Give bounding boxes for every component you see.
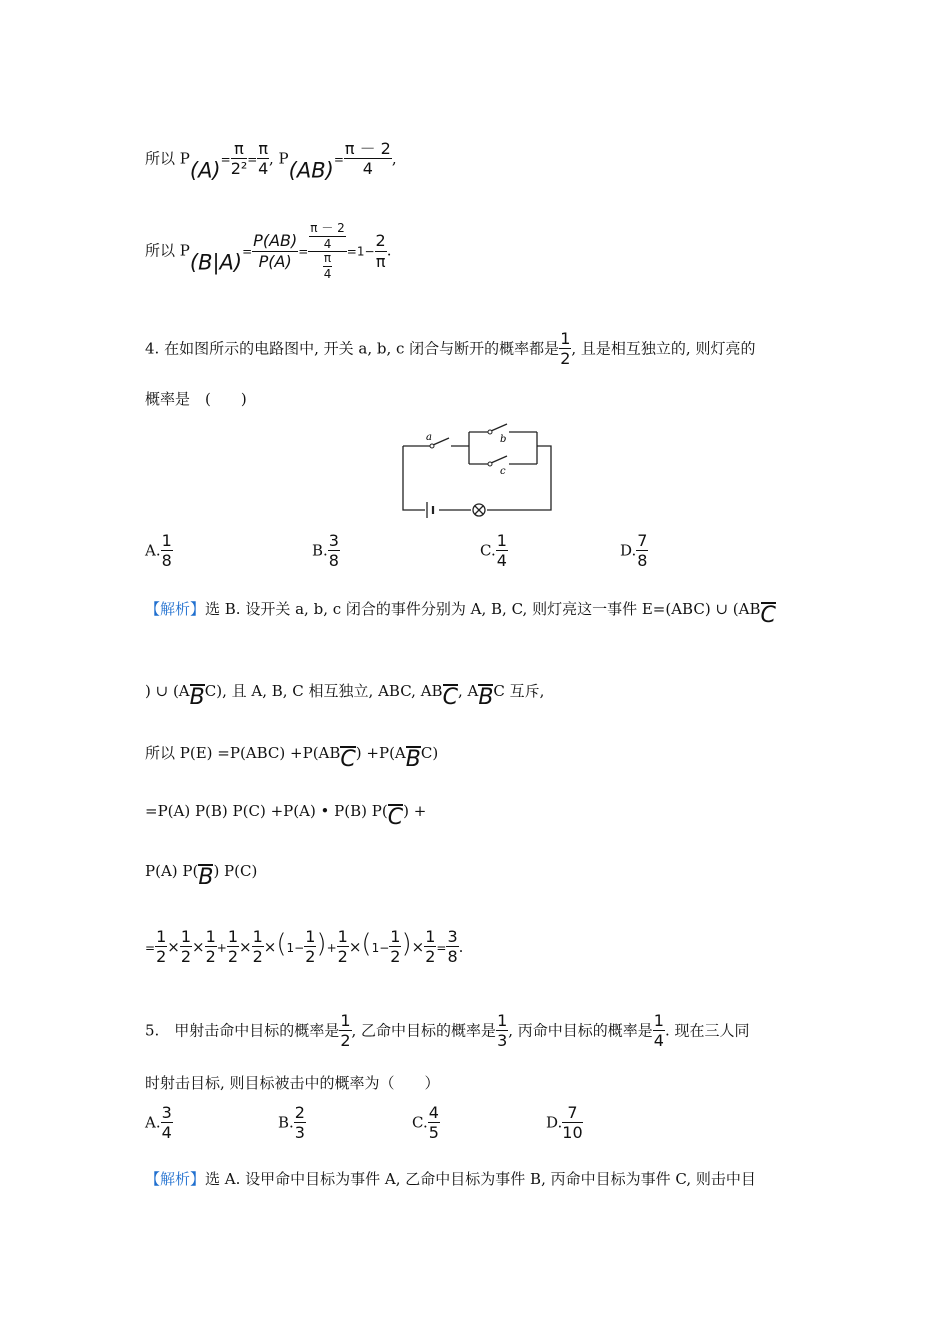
text: 选 A. 设甲命中目标为事件 A, 乙命中目标为事件 B, 丙命中目标为事件 C, 则击中目 [205, 1170, 756, 1188]
frac [653, 1012, 665, 1051]
half [205, 928, 217, 967]
option-frac [161, 1104, 173, 1143]
b-bar: B [198, 865, 214, 890]
text: 概率是 ( ) [145, 390, 247, 408]
times: × [263, 937, 277, 956]
circuit-diagram [395, 418, 565, 518]
half [424, 928, 436, 967]
times: × [239, 937, 252, 956]
num: 1 [496, 531, 507, 550]
eq: = [145, 940, 156, 955]
den: 8 [637, 551, 648, 571]
half [304, 928, 316, 967]
text: , A [457, 682, 479, 700]
frac [339, 1012, 351, 1051]
num: 7 [562, 1104, 582, 1123]
solution-4-line-2 [145, 680, 544, 709]
den: 2 [180, 947, 192, 967]
den: 4 [653, 1031, 664, 1051]
times: × [192, 937, 205, 956]
plus: + [216, 940, 227, 955]
compound-frac [308, 222, 347, 281]
den: 2 [560, 349, 571, 369]
den: P(A) [258, 251, 292, 271]
den: 2 [390, 947, 401, 967]
num: 1 [497, 1011, 508, 1030]
option-frac [562, 1104, 582, 1143]
label-c: c [500, 466, 506, 477]
one-minus: 1− [371, 940, 390, 955]
text: 所以 P [145, 241, 190, 260]
paren-open: ( [276, 928, 287, 959]
text: 所以 P [145, 149, 190, 168]
text: 所以 P(E) =P(ABC) +P(AB [145, 744, 341, 762]
solution-5-line-1 [145, 1168, 756, 1189]
prob-a-line [145, 140, 397, 182]
times: × [167, 937, 180, 956]
text: . [458, 937, 464, 956]
option-frac [496, 532, 508, 571]
option-d[interactable] [546, 1104, 583, 1143]
plus: + [326, 940, 337, 955]
b-bar: B [189, 685, 205, 710]
den: 8 [328, 551, 339, 571]
text: =1− [346, 244, 375, 259]
num: 1 [252, 927, 263, 946]
c-bar: C [387, 805, 404, 830]
den: 3 [497, 1031, 508, 1051]
label-a: a [426, 432, 432, 443]
num: 1 [180, 927, 192, 946]
den: 8 [161, 551, 172, 571]
frac-2-pi [375, 232, 387, 271]
half [389, 928, 401, 967]
den: 2 [205, 947, 216, 967]
paren-close: ) [401, 928, 412, 959]
text: 5. 甲射击命中目标的概率是 [145, 1021, 340, 1040]
text: P(A) P( [145, 862, 199, 880]
den: 4 [362, 159, 373, 179]
solution-4-line-5 [145, 862, 257, 889]
den: 2 [337, 947, 348, 967]
num: 1 [227, 927, 239, 946]
num: π [258, 139, 268, 158]
half [227, 928, 239, 967]
c-bar: C [442, 685, 458, 710]
den: 8 [447, 947, 458, 967]
text: C 互斥, [493, 682, 545, 700]
paren-close: ) [316, 928, 327, 959]
paren-open: ( [361, 928, 372, 959]
frac-pi-2sq [231, 140, 248, 179]
option-label: D. [620, 541, 637, 560]
option-label: A. [145, 1113, 161, 1132]
den: 2 [425, 947, 436, 967]
inner-frac [323, 252, 332, 281]
eq: = [298, 244, 309, 259]
option-label: A. [145, 541, 161, 560]
num: 1 [340, 1011, 351, 1030]
den [308, 252, 347, 281]
times: × [348, 937, 362, 956]
inner-frac [309, 222, 346, 251]
den: 4 [323, 236, 332, 251]
frac-pi-minus-2 [344, 140, 392, 179]
solution-4-product [145, 928, 463, 967]
num: 2 [375, 231, 386, 251]
c-bar: C [340, 747, 356, 772]
num: 1 [337, 927, 348, 946]
num: 3 [447, 927, 458, 946]
num: P(AB) [253, 231, 298, 251]
eq: = [333, 152, 344, 167]
option-b[interactable] [312, 532, 340, 571]
text: 4. 在如图所示的电路图中, 开关 a, b, c 闭合与断开的概率都是 [145, 339, 560, 358]
one-minus: 1− [286, 940, 305, 955]
option-label: B. [312, 541, 328, 560]
text: , 且是相互独立的, 则灯亮的 [571, 339, 756, 358]
num: 4 [428, 1103, 439, 1122]
den: 5 [428, 1123, 439, 1143]
text: , P [269, 149, 289, 168]
result [446, 928, 458, 967]
den: π [375, 251, 386, 271]
num: π [323, 251, 332, 266]
option-label: B. [278, 1113, 294, 1132]
half [252, 928, 264, 967]
b-bar: B [405, 747, 421, 772]
option-frac [161, 532, 173, 571]
text: ) + [403, 802, 427, 820]
den: 2 [305, 947, 316, 967]
eq: = [247, 152, 258, 167]
text: C) [420, 744, 439, 762]
half [155, 928, 167, 967]
question-5-stem-2 [145, 1072, 440, 1093]
text: C), 且 A, B, C 相互独立, ABC, AB [204, 682, 443, 700]
question-4-stem-2 [145, 388, 247, 409]
den: 2² [230, 159, 248, 179]
num: 1 [653, 1011, 664, 1030]
den: 4 [161, 1123, 172, 1143]
event-a: (A) [189, 158, 221, 183]
num: 2 [294, 1103, 305, 1122]
num: π － 2 [344, 139, 391, 158]
question-5-stem [145, 1012, 750, 1051]
label-b: b [500, 434, 507, 445]
den: 4 [258, 159, 269, 179]
num [308, 222, 347, 252]
option-c[interactable] [480, 532, 508, 571]
num: 3 [161, 1103, 172, 1122]
frac-half [559, 330, 571, 369]
half [337, 928, 349, 967]
text: ) P(C) [213, 862, 258, 880]
cond-prob-line [145, 222, 392, 281]
option-b[interactable] [278, 1104, 306, 1143]
solution-4-line-1 [145, 598, 776, 627]
num: 1 [390, 927, 401, 946]
text: , 丙命中目标的概率是 [508, 1021, 653, 1040]
den: 4 [323, 266, 332, 281]
eq: = [436, 940, 447, 955]
text: =P(A) P(B) P(C) +P(A) • P(B) P( [145, 802, 388, 820]
event-ab: (AB) [288, 158, 334, 183]
den: 2 [227, 947, 239, 967]
frac [496, 1012, 508, 1051]
frac-pab-pa [252, 232, 298, 271]
solution-4-line-3 [145, 742, 438, 771]
text: , [391, 149, 397, 168]
num: π [231, 140, 248, 159]
frac-pi-4 [257, 140, 269, 179]
den: 2 [156, 947, 167, 967]
option-frac [636, 532, 648, 571]
text: , 乙命中目标的概率是 [351, 1021, 497, 1040]
den: 2 [340, 1031, 351, 1051]
solution-tag: 【解析】 [145, 600, 206, 618]
solution-4-line-4 [145, 802, 426, 829]
num: 7 [637, 531, 648, 550]
option-label: C. [412, 1113, 428, 1132]
times: × [411, 937, 425, 956]
option-label: C. [480, 541, 496, 560]
option-c[interactable] [412, 1104, 440, 1143]
option-frac [328, 532, 340, 571]
den: 2 [252, 947, 263, 967]
half [180, 928, 192, 967]
text: 时射击目标, 则目标被击中的概率为（ ） [145, 1074, 440, 1092]
option-frac [294, 1104, 306, 1143]
b-bar: B [478, 685, 494, 710]
num: 1 [305, 927, 316, 946]
option-frac [428, 1104, 440, 1143]
question-4-stem [145, 330, 755, 369]
den: 4 [496, 551, 507, 571]
text: . [386, 241, 392, 260]
option-d[interactable] [620, 532, 648, 571]
num: 1 [156, 927, 167, 946]
option-a[interactable] [145, 532, 173, 571]
event-b-given-a: (B|A) [189, 250, 243, 275]
text: ) +P(A [355, 744, 406, 762]
text: 选 B. 设开关 a, b, c 闭合的事件分别为 A, B, C, 则灯亮这一事件 E=(ABC) ∪ (AB [205, 600, 761, 618]
num: 3 [328, 531, 339, 550]
text: . 现在三人同 [664, 1021, 750, 1040]
num: 1 [425, 927, 436, 946]
c-bar: C [760, 603, 776, 628]
option-a[interactable] [145, 1104, 173, 1143]
den: 10 [562, 1123, 583, 1143]
num: 1 [560, 329, 571, 348]
num: 1 [205, 927, 216, 946]
eq: = [220, 152, 231, 167]
solution-tag: 【解析】 [145, 1170, 206, 1188]
num: π － 2 [310, 221, 345, 235]
option-label: D. [546, 1113, 563, 1132]
text: ) ∪ (A [145, 682, 190, 700]
eq: = [242, 244, 253, 259]
den: 3 [294, 1123, 305, 1143]
num: 1 [161, 531, 172, 550]
